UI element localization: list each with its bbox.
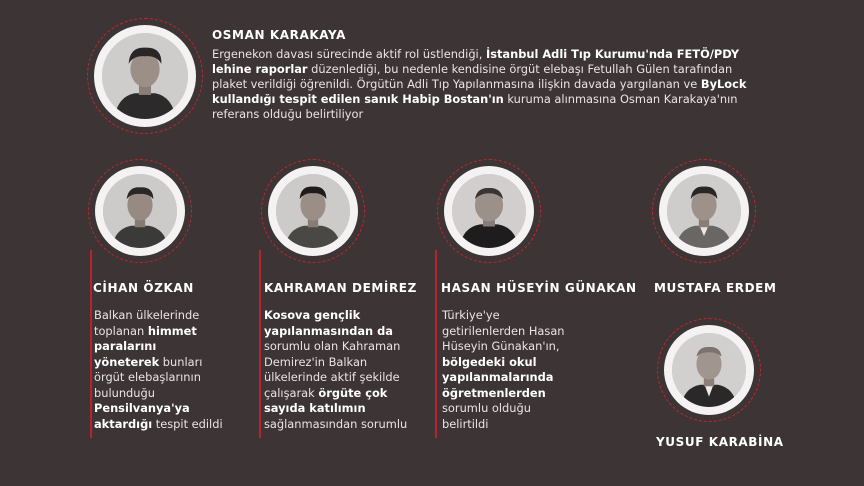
bio-hasan-huseyin-gunakan xyxy=(442,308,572,432)
bio-cihan-ozkan xyxy=(94,308,224,432)
person-silhouette-icon xyxy=(452,174,526,248)
bio-text: Balkan ülkelerinde toplanan xyxy=(94,308,200,338)
bio-kahraman-demirez xyxy=(264,308,414,432)
portrait-osman-karakaya xyxy=(94,25,196,127)
person-silhouette-icon xyxy=(672,333,746,407)
photo-cihan-ozkan xyxy=(103,174,177,248)
photo-hasan-huseyin-gunakan xyxy=(452,174,526,248)
bio-highlight: örgüte çok sayıda katılımın xyxy=(264,385,388,415)
photo-kahraman-demirez xyxy=(276,174,350,248)
portrait-yusuf-karabina xyxy=(664,325,754,415)
bio-highlight: Kosova gençlik yapılanmasından da xyxy=(264,308,393,338)
bio-highlight: bölgedeki okul yapılanmalarında öğretmenlerden xyxy=(442,354,554,400)
bio-text: sağlanmasından sorumlu xyxy=(264,416,408,431)
photo-yusuf-karabina xyxy=(672,333,746,407)
name-hasan-huseyin-gunakan: HASAN HÜSEYİN GÜNAKAN xyxy=(441,281,637,295)
photo-mustafa-erdem xyxy=(667,174,741,248)
portrait-hasan-huseyin-gunakan xyxy=(444,166,534,256)
person-silhouette-icon xyxy=(276,174,350,248)
bio-highlight: Pensilvanya'ya aktardığı xyxy=(94,401,190,431)
bio-text: Türkiye'ye getirilenlerden Hasan Hüseyin Günakan'ın, xyxy=(442,308,565,353)
name-osman-karakaya: OSMAN KARAKAYA xyxy=(212,28,347,42)
name-yusuf-karabina: YUSUF KARABİNA xyxy=(656,435,784,449)
bio-highlight: ByLock kullandığı tespit edilen sanık Habip Bostan'ın xyxy=(212,77,747,106)
portrait-kahraman-demirez xyxy=(268,166,358,256)
portrait-cihan-ozkan xyxy=(95,166,185,256)
divider-line xyxy=(259,250,261,438)
person-silhouette-icon xyxy=(103,174,177,248)
bio-highlight: himmet paralarını yöneterek xyxy=(94,323,197,369)
person-silhouette-icon xyxy=(667,174,741,248)
bio-text: tespit edildi xyxy=(152,416,223,431)
bio-text: kuruma alınmasına Osman Karakaya'nın referans olduğu belirtiliyor xyxy=(212,92,738,121)
bio-text: sorumlu olduğu belirtildi xyxy=(442,401,531,431)
portrait-mustafa-erdem xyxy=(659,166,749,256)
bio-text: düzenlediği, bu nedenle kendisine örgüt elebaşı Fetullah Gülen tarafından plaket verildiği öğrenildi. Örgütün Adli Tıp Yapılanmasına ilişkin davada yargılanan ve xyxy=(212,62,733,91)
name-cihan-ozkan: CİHAN ÖZKAN xyxy=(93,281,194,295)
divider-line xyxy=(90,250,92,438)
bio-text: Ergenekon davası sürecinde aktif rol üstlendiği, xyxy=(212,47,486,61)
person-silhouette-icon xyxy=(102,33,188,119)
bio-text: bunları örgüt elebaşlarının bulunduğu xyxy=(94,354,203,400)
bio-osman-karakaya xyxy=(212,47,767,122)
name-mustafa-erdem: MUSTAFA ERDEM xyxy=(654,281,777,295)
name-kahraman-demirez: KAHRAMAN DEMİREZ xyxy=(264,281,417,295)
photo-osman-karakaya xyxy=(102,33,188,119)
bio-highlight: İstanbul Adli Tıp Kurumu'nda FETÖ/PDY lehine raporlar xyxy=(212,47,740,76)
divider-line xyxy=(435,250,437,438)
bio-text: sorumlu olan Kahraman Demirez'in Balkan ülkelerinde aktif şekilde çalışarak xyxy=(264,339,401,400)
